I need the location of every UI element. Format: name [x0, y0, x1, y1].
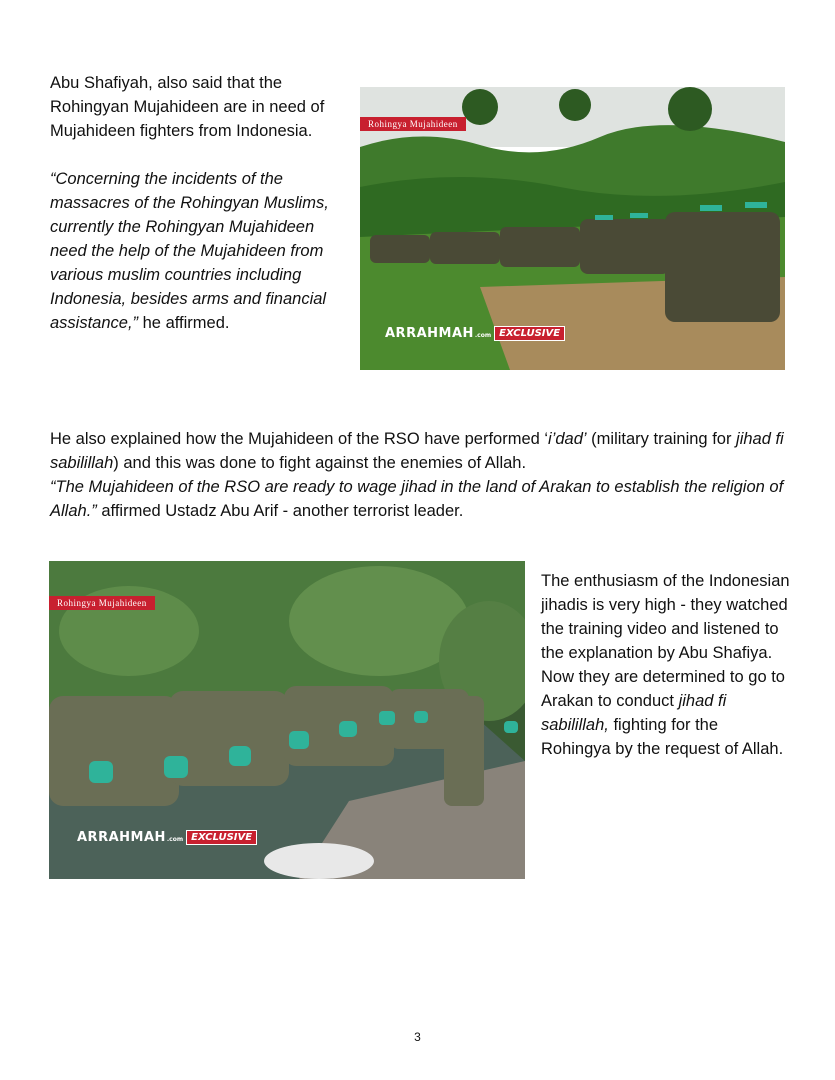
text-segment: fighting for the Rohingya by the request of Allah.	[541, 716, 784, 758]
page-number: 3	[414, 1030, 421, 1044]
quote-paragraph	[50, 475, 790, 523]
intro-paragraph: Abu Shafiyah, also said that the Rohingyan Mujahideen are in need of Mujahideen fighters from Indonesia.	[50, 74, 325, 140]
text-segment: The enthusiasm of the Indonesian jihadis is very high - they watched the training video and listened to the explanation by Abu Shafiya. Now they are determined to go to Arakan to conduct	[541, 572, 790, 710]
quote-paragraph	[50, 167, 350, 335]
italic-term: jihad fi sabilillah,	[541, 692, 727, 734]
watermark-logo	[385, 326, 565, 341]
italic-term: i’dad’	[548, 430, 587, 448]
intro-text-block	[50, 71, 350, 335]
photo-soldiers-bowing	[49, 561, 525, 879]
quote-text: “Concerning the incidents of the massacres of the Rohingyan Muslims, currently the Rohingyan Mujahideen need the help of the Mujahideen from various muslim countries including Indonesia, besides arms and financial assistance,”	[50, 170, 329, 332]
text-segment: (military training for	[586, 430, 737, 448]
quote-attribution: affirmed Ustadz Abu Arif - another terrorist leader.	[96, 502, 464, 520]
photo-banner-label: Rohingya Mujahideen	[49, 596, 155, 610]
text-segment: He also explained how the Mujahideen of the RSO have performed ‘	[50, 430, 549, 448]
quote-attribution: he affirmed.	[138, 314, 230, 332]
explanation-text-block	[50, 427, 790, 523]
enthusiasm-text-block	[541, 569, 791, 761]
photo-banner-label: Rohingya Mujahideen	[360, 117, 466, 131]
enthusiasm-paragraph	[541, 569, 791, 761]
watermark-logo	[77, 830, 257, 845]
italic-term: jihad fi sabilillah	[50, 430, 784, 472]
watermark-exclusive: EXCLUSIVE	[186, 830, 257, 845]
explanation-paragraph	[50, 427, 790, 475]
watermark-brand: ARRAHMAH	[77, 830, 166, 845]
watermark-brand: ARRAHMAH	[385, 326, 474, 341]
watermark-com: .com	[166, 836, 184, 843]
watermark-com: .com	[474, 332, 492, 339]
text-segment: ) and this was done to fight against the enemies of Allah.	[113, 454, 527, 472]
photo-soldiers-praying-field	[360, 87, 785, 370]
watermark-exclusive: EXCLUSIVE	[494, 326, 565, 341]
quote-text: “The Mujahideen of the RSO are ready to wage jihad in the land of Arakan to establish the religion of Allah.”	[50, 478, 784, 520]
